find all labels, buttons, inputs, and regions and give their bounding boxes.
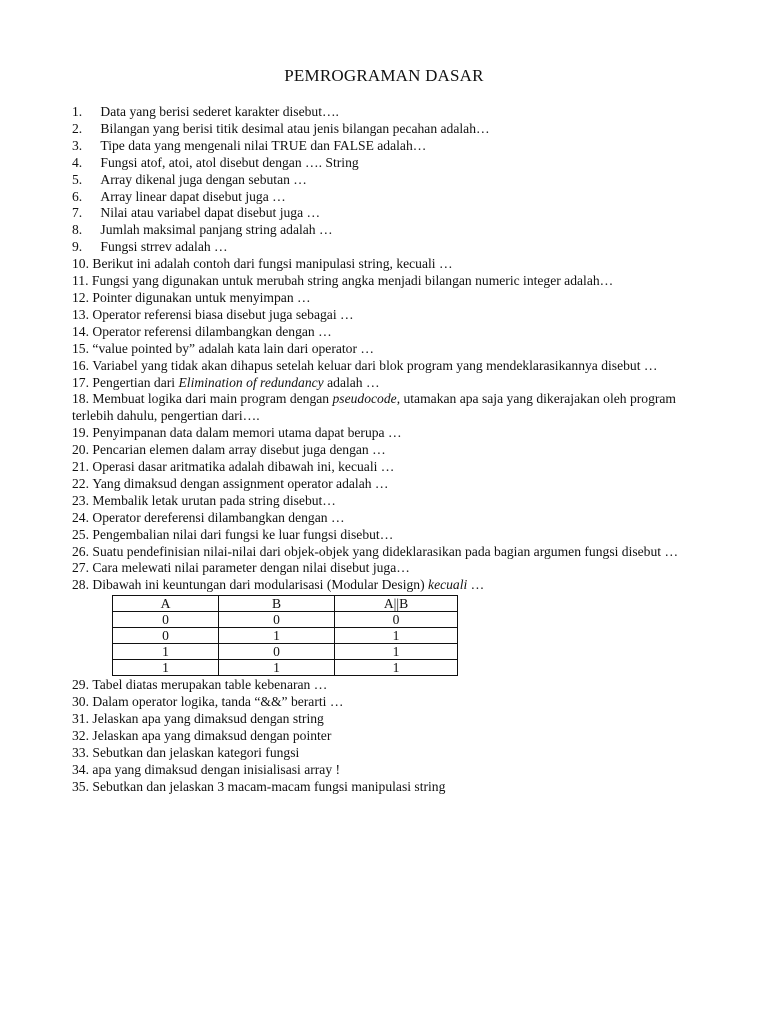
question-number: 5.: [72, 171, 83, 187]
question-item: [72, 560, 712, 577]
question-number: 17.: [72, 374, 89, 390]
truth-table: [112, 595, 458, 676]
question-number: 21.: [72, 459, 89, 475]
question-number: 32.: [72, 728, 89, 743]
question-text: [92, 577, 484, 594]
question-number: 27.: [72, 560, 89, 576]
question-text: Sebutkan dan jelaskan kategori fungsi: [92, 744, 300, 760]
question-item: [72, 155, 712, 172]
table-cell: 0: [113, 612, 219, 628]
question-number: 20.: [72, 442, 89, 458]
question-number: 34.: [72, 761, 89, 777]
question-number: 2.: [72, 120, 83, 136]
question-item: [72, 172, 712, 189]
question-text: Bilangan yang berisi titik desimal atau jenis bilangan pecahan adalah…: [100, 120, 490, 136]
question-text: Pointer digunakan untuk menyimpan …: [92, 289, 311, 305]
question-number: 9.: [72, 239, 83, 255]
question-text: Berikut ini adalah contoh dari fungsi manipulasi string, kecuali …: [92, 256, 453, 272]
table-cell: 1: [219, 660, 335, 676]
question-item: [72, 189, 712, 206]
question-item: [72, 307, 712, 324]
question-text: Suatu pendefinisian nilai-nilai dari objek-objek yang dideklarasikan pada bagian argumen fungsi disebut …: [92, 543, 679, 559]
question-item: [72, 779, 712, 796]
table-cell: 0: [219, 612, 335, 628]
question-item: [72, 239, 712, 256]
question-item: [72, 425, 712, 442]
question-text: Nilai atau variabel dapat disebut juga …: [100, 205, 321, 221]
question-number: 7.: [72, 205, 83, 221]
question-text-pre: Membuat logika dari main program dengan: [92, 391, 333, 407]
question-text-emphasis: Elimination of redundancy: [178, 374, 324, 390]
table-cell: 1: [113, 644, 219, 660]
question-text: Fungsi strrev adalah …: [100, 239, 228, 255]
question-item: [72, 728, 712, 745]
question-item: [72, 324, 712, 341]
question-number: 8.: [72, 222, 83, 238]
question-item: [72, 493, 712, 510]
question-text: apa yang dimaksud dengan inisialisasi array !: [92, 761, 341, 777]
question-item: [72, 745, 712, 762]
question-text: Penyimpanan data dalam memori utama dapat berupa …: [92, 425, 402, 441]
question-text: Operator dereferensi dilambangkan dengan …: [92, 509, 345, 525]
question-number: 35.: [72, 778, 89, 794]
questions-after-table: [72, 677, 712, 795]
question-number: 12.: [72, 289, 89, 305]
question-item: [72, 290, 712, 307]
question-text: Sebutkan dan jelaskan 3 macam-macam fungsi manipulasi string: [92, 778, 446, 794]
question-number: 33.: [72, 744, 89, 760]
question-item: [72, 375, 712, 392]
question-item: [72, 138, 712, 155]
question-text: Array dikenal juga dengan sebutan …: [100, 171, 307, 187]
question-item: [72, 711, 712, 728]
table-row: [113, 644, 458, 660]
question-item: [72, 273, 712, 290]
question-text: Dalam operator logika, tanda “&&” berarti …: [92, 694, 344, 710]
question-text: Yang dimaksud dengan assignment operator adalah …: [92, 475, 389, 491]
question-text: Data yang berisi sederet karakter disebut….: [100, 104, 339, 119]
question-number: 24.: [72, 509, 89, 525]
question-text-post: adalah …: [323, 374, 380, 390]
question-item: [72, 222, 712, 239]
question-number: 22.: [72, 475, 89, 491]
question-number: 23.: [72, 492, 89, 508]
table-cell: 1: [335, 660, 458, 676]
question-item: [72, 256, 712, 273]
question-number: 30.: [72, 694, 89, 710]
question-text: Jelaskan apa yang dimaksud dengan string: [92, 711, 324, 727]
questions-before-table: [72, 104, 712, 594]
question-text: Operasi dasar aritmatika adalah dibawah ini, kecuali …: [92, 459, 395, 475]
table-cell: 1: [113, 660, 219, 676]
question-text: Membalik letak urutan pada string disebut…: [92, 492, 336, 508]
table-cell: 1: [335, 628, 458, 644]
question-number: 28.: [72, 577, 89, 593]
question-item: [72, 391, 712, 425]
question-number: 29.: [72, 677, 89, 693]
question-item: [72, 677, 712, 694]
question-text-post: , utamakan apa saja yang dikerajakan oleh program terlebih dahulu, pengertian dari….: [72, 391, 676, 424]
question-text-emphasis: pseudocode: [332, 391, 397, 407]
table-row: [113, 660, 458, 676]
question-text: “value pointed by” adalah kata lain dari operator …: [92, 340, 374, 356]
question-item: [72, 762, 712, 779]
page-title: PEMROGRAMAN DASAR: [284, 66, 484, 85]
question-text: Fungsi atof, atoi, atol disebut dengan …. String: [100, 154, 359, 170]
question-item: [72, 104, 712, 121]
question-list: [72, 104, 712, 796]
question-item: [72, 341, 712, 358]
question-number: 16.: [72, 357, 89, 373]
question-number: 15.: [72, 340, 89, 356]
question-item: [72, 544, 712, 561]
truth-table-header-row: [113, 596, 458, 612]
question-text: Cara melewati nilai parameter dengan nilai disebut juga…: [92, 560, 410, 576]
question-text: Pengembalian nilai dari fungsi ke luar fungsi disebut…: [92, 526, 394, 542]
question-item: [72, 205, 712, 222]
question-text-post: …: [467, 577, 485, 593]
table-cell: 1: [335, 644, 458, 660]
question-text-pre: Dibawah ini keuntungan dari modularisasi (Modular Design): [92, 577, 429, 593]
question-text: Pencarian elemen dalam array disebut juga dengan …: [92, 442, 386, 458]
question-number: 11.: [72, 273, 89, 289]
question-text: Fungsi yang digunakan untuk merubah string angka menjadi bilangan numeric integer adalah…: [91, 273, 614, 289]
question-number: 1.: [72, 104, 83, 119]
question-text: Jelaskan apa yang dimaksud dengan pointer: [92, 728, 332, 743]
question-number: 19.: [72, 425, 89, 441]
question-number: 25.: [72, 526, 89, 542]
table-cell: 0: [335, 612, 458, 628]
question-text: Operator referensi biasa disebut juga sebagai …: [92, 306, 354, 322]
question-number: 18.: [72, 391, 89, 407]
question-text: Tabel diatas merupakan table kebenaran …: [92, 677, 328, 693]
table-cell: 0: [113, 628, 219, 644]
question-text-emphasis: kecuali: [428, 577, 468, 593]
table-cell: 1: [219, 628, 335, 644]
question-number: 26.: [72, 543, 89, 559]
question-item: [72, 459, 712, 476]
question-number: 14.: [72, 323, 89, 339]
table-cell: 0: [219, 644, 335, 660]
header-b: B: [219, 596, 335, 612]
question-item: [72, 121, 712, 138]
question-text: Operator referensi dilambangkan dengan …: [92, 323, 332, 339]
question-number: 10.: [72, 256, 89, 272]
question-number: 31.: [72, 711, 89, 727]
table-row: [113, 628, 458, 644]
question-number: 6.: [72, 188, 83, 204]
question-text-pre: Pengertian dari: [92, 374, 179, 390]
question-item: [72, 442, 712, 459]
question-number: 13.: [72, 306, 89, 322]
question-text: Variabel yang tidak akan dihapus setelah keluar dari blok program yang mendeklarasikannya disebut …: [92, 357, 658, 373]
header-a-or-b: A||B: [335, 596, 458, 612]
question-text: Jumlah maksimal panjang string adalah …: [100, 222, 333, 238]
question-item: [72, 476, 712, 493]
question-item: [72, 577, 712, 594]
question-text: [72, 391, 676, 423]
question-text: [92, 375, 379, 392]
table-row: [113, 612, 458, 628]
question-text: Tipe data yang mengenali nilai TRUE dan FALSE adalah…: [100, 137, 427, 153]
header-a: A: [113, 596, 219, 612]
question-number: 3.: [72, 137, 83, 153]
question-item: [72, 510, 712, 527]
question-item: [72, 527, 712, 544]
question-item: [72, 358, 712, 375]
question-number: 4.: [72, 154, 83, 170]
question-item: [72, 694, 712, 711]
question-text: Array linear dapat disebut juga …: [100, 188, 286, 204]
